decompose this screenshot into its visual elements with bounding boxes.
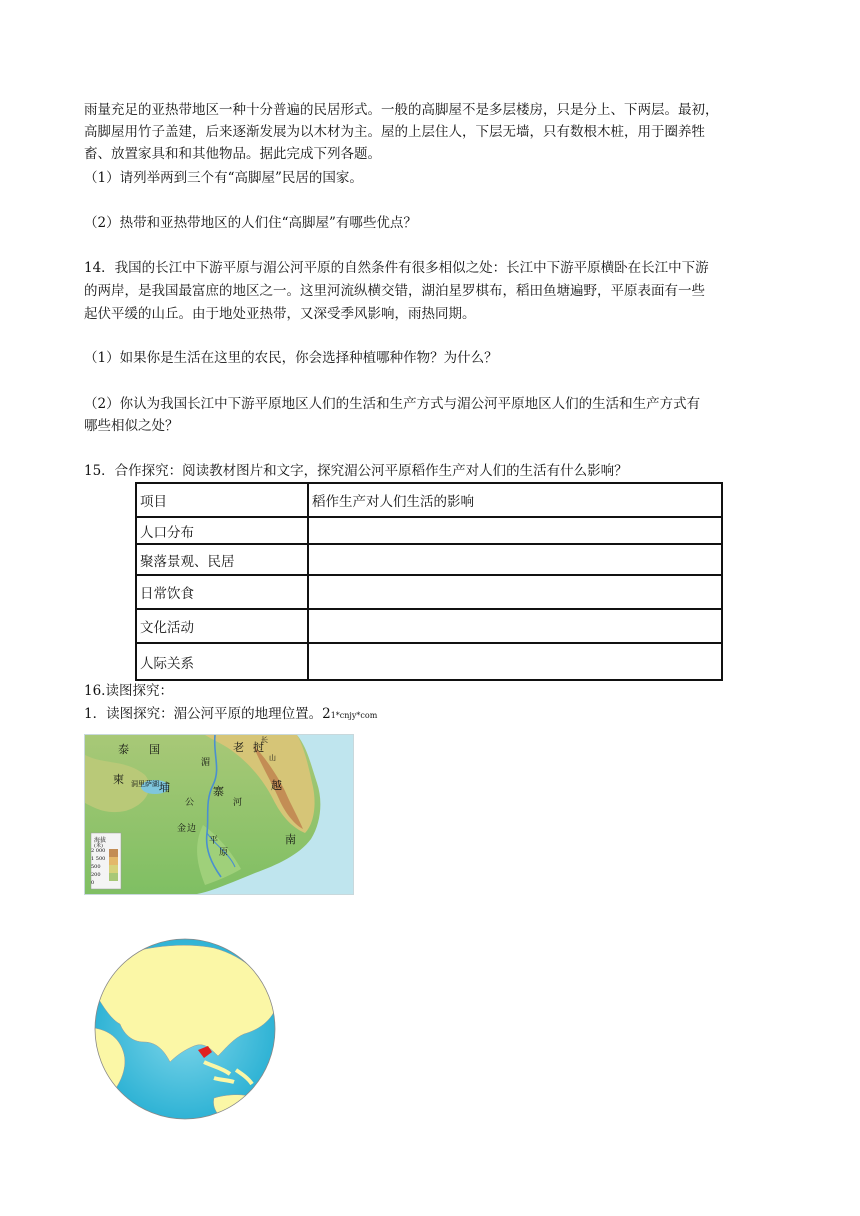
question-13-2: （2）热带和亚热带地区的人们住“高脚屋”有哪些优点？ [84, 215, 417, 231]
map-label: 原 [219, 848, 229, 858]
map-label: 挝 [253, 741, 264, 754]
intro-line-3: 畜、放置家具和和其他物品。据此完成下列各题。 [84, 146, 381, 162]
legend-tick: 500 [91, 864, 101, 870]
question-14-2-line-2: 哪些相似之处？ [84, 418, 179, 434]
watermark-text: 1*cnjy*com [330, 711, 378, 720]
table-answer-cell[interactable] [308, 575, 722, 609]
map-label: 老 [233, 741, 244, 754]
table-answer-cell[interactable] [308, 517, 722, 544]
legend-unit: (米) [94, 843, 103, 849]
map-label: 埔 [159, 781, 170, 794]
question-16-1 [84, 705, 377, 725]
question-13-1: （1）请列举两到三个有“高脚屋”民居的国家。 [84, 170, 363, 186]
question-16-1-text: 1．读图探究：湄公河平原的地理位置。2 [84, 706, 331, 722]
table-header-item: 项目 [136, 483, 308, 517]
table-answer-cell[interactable] [308, 643, 722, 680]
legend-tick: 2 000 [91, 848, 106, 854]
map-label: 金 [177, 824, 187, 834]
map-label: 边 [187, 824, 197, 834]
map-label: 公 [185, 798, 195, 808]
question-16: 16.读图探究： [84, 683, 173, 699]
legend-tick: 0 [91, 880, 95, 886]
map-label: 南 [285, 833, 296, 846]
question-14-line-2: 的两岸，是我国最富庶的地区之一。这里河流纵横交错，湖泊星罗棋布，稻田鱼塘遍野，平原表面有一些 [84, 283, 705, 299]
table-row-label: 人际关系 [136, 643, 308, 680]
map-label: 泰 [118, 743, 129, 756]
map-label: 国 [149, 743, 160, 756]
map-label: 河 [233, 798, 243, 808]
mekong-map [84, 734, 354, 895]
map-label: 湖 [152, 780, 159, 788]
legend-tick: 1 500 [91, 856, 106, 862]
map-label: 柬 [113, 773, 124, 786]
legend-tick: 200 [91, 872, 101, 878]
question-14-2-line-1: （2）你认为我国长江中下游平原地区人们的生活和生产方式与湄公河平原地区人们的生活和生产方式有 [84, 396, 701, 412]
table-row-label: 人口分布 [136, 517, 308, 544]
map-label: 洞 [131, 780, 138, 788]
question-14-line-3: 起伏平缓的山丘。由于地处亚热带，又深受季风影响，雨热同期。 [84, 306, 476, 322]
question-15: 15．合作探究：阅读教材图片和文字，探究湄公河平原稻作生产对人们的生活有什么影响？ [84, 463, 628, 479]
map-label: 山 [269, 754, 276, 762]
table-row-label: 文化活动 [136, 609, 308, 643]
map-label: 越 [271, 779, 282, 792]
map-label: 里 [138, 780, 145, 788]
map-label: 长 [261, 736, 268, 744]
question-14-line-1: 14．我国的长江中下游平原与湄公河平原的自然条件有很多相似之处：长江中下游平原横卧在长江中下游 [84, 260, 709, 276]
map-label: 寨 [213, 785, 224, 798]
table-header-impact: 稻作生产对人们生活的影响 [308, 483, 722, 517]
q15-table [135, 482, 723, 681]
map-label: 平 [209, 836, 219, 846]
map-label: 湄 [201, 758, 211, 768]
globe-locator [94, 938, 276, 1120]
table-row-label: 聚落景观、民居 [136, 544, 308, 575]
map-label: 萨 [145, 780, 152, 788]
table-answer-cell[interactable] [308, 544, 722, 575]
intro-line-1: 雨量充足的亚热带地区一种十分普遍的民居形式。一般的高脚屋不是多层楼房，只是分上、下两层。最初， [84, 102, 719, 118]
question-14-1: （1）如果你是生活在这里的农民，你会选择种植哪种作物？为什么？ [84, 350, 498, 366]
intro-line-2: 高脚屋用竹子盖建，后来逐渐发展为以木材为主。屋的上层住人，下层无墙，只有数根木桩，用于圈养牲 [84, 124, 705, 140]
legend-title: 海拔 [94, 837, 107, 844]
table-row-label: 日常饮食 [136, 575, 308, 609]
table-answer-cell[interactable] [308, 609, 722, 643]
